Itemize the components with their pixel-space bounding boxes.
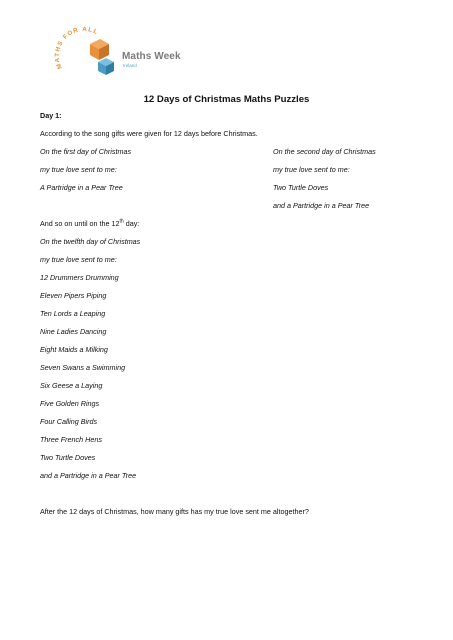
orange-cube-icon: [90, 39, 109, 60]
twelfth-verse-line: Eleven Pipers Piping: [40, 291, 107, 300]
question-text: After the 12 days of Christmas, how many gifts has my true love sent me altogether?: [40, 507, 309, 516]
twelfth-verse-line: Three French Hens: [40, 435, 102, 444]
twelfth-verse-line: Six Geese a Laying: [40, 381, 103, 390]
twelfth-verse-line: my true love sent to me:: [40, 255, 117, 264]
twelfth-verse-line: and a Partridge in a Pear Tree: [40, 471, 137, 480]
twelfth-verse-line: Nine Ladies Dancing: [40, 327, 107, 336]
right-verse-line: my true love sent to me:: [273, 165, 350, 174]
right-verse-line: Two Turtle Doves: [273, 183, 329, 192]
right-verse-line: On the second day of Christmas: [273, 147, 376, 156]
page-title: 12 Days of Christmas Maths Puzzles: [143, 94, 310, 105]
logo-title: Maths Week: [122, 51, 181, 62]
logo-arc-text: MATHS FOR ALL: [53, 25, 100, 71]
maths-week-logo: [48, 22, 181, 84]
left-verse-line: my true love sent to me:: [40, 165, 117, 174]
logo-subtitle: Ireland: [123, 63, 137, 68]
continuation-sup: th: [119, 218, 124, 225]
twelfth-verse-line: Five Golden Rings: [40, 399, 100, 408]
twelfth-verse-line: Two Turtle Doves: [40, 453, 96, 462]
continuation-prefix: And so on until on the 12: [40, 219, 120, 228]
continuation-suffix: day:: [123, 219, 140, 228]
continuation-text: [40, 219, 139, 228]
blue-cube-icon: [98, 58, 114, 75]
twelfth-verse-line: Eight Maids a Milking: [40, 345, 108, 354]
left-verse-line: On the first day of Christmas: [40, 147, 132, 156]
intro-text: According to the song gifts were given for 12 days before Christmas.: [40, 129, 258, 138]
twelfth-verse-line: Seven Swans a Swimming: [40, 363, 126, 372]
right-verse-line: and a Partridge in a Pear Tree: [273, 201, 370, 210]
twelfth-verse-line: On the twelfth day of Christmas: [40, 237, 141, 246]
twelfth-verse-line: 12 Drummers Drumming: [40, 273, 119, 282]
left-verse-line: A Partridge in a Pear Tree: [40, 183, 123, 192]
twelfth-verse-line: Four Calling Birds: [40, 417, 98, 426]
day-heading: Day 1:: [40, 111, 62, 120]
twelfth-verse-line: Ten Lords a Leaping: [40, 309, 106, 318]
